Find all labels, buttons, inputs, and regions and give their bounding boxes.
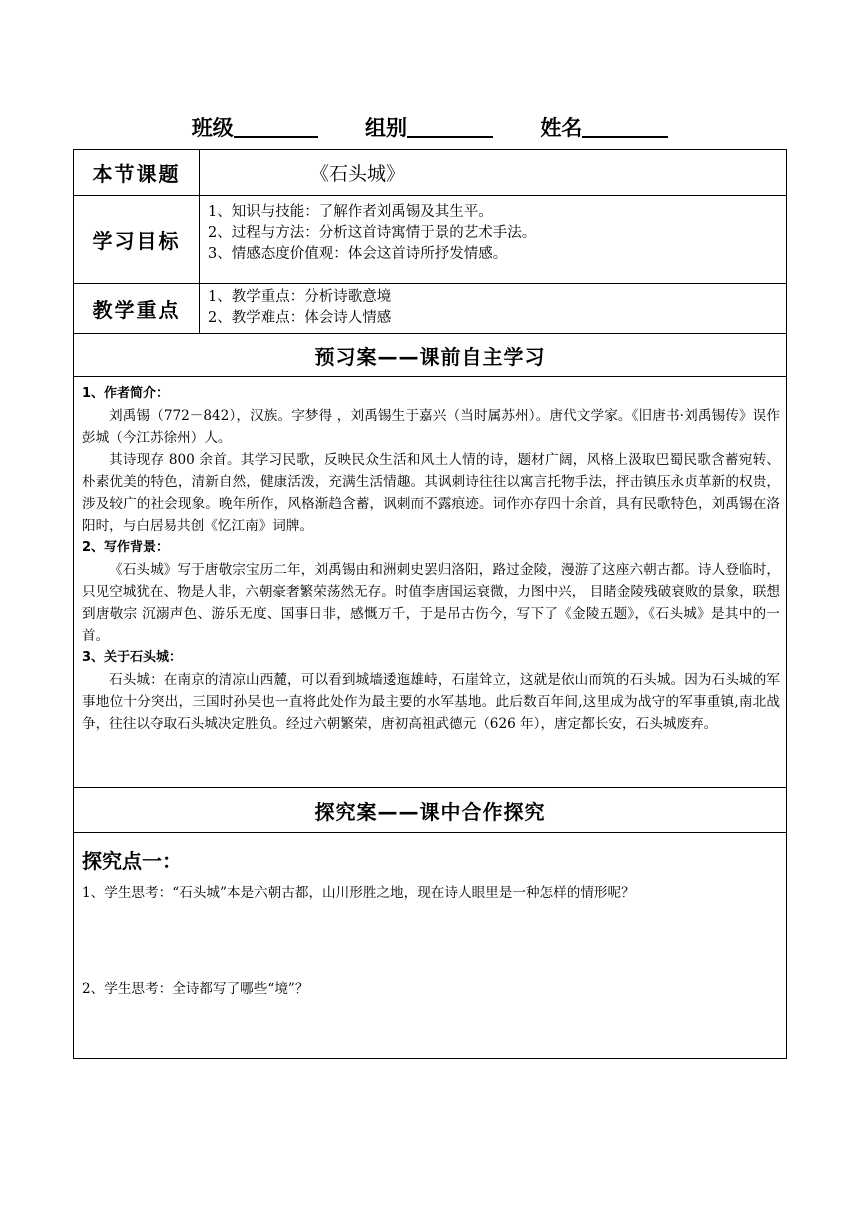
- explore-title: 探究案——课中合作探究: [74, 788, 787, 833]
- name-blank-line[interactable]: [582, 116, 668, 138]
- name-field: [540, 112, 668, 142]
- key-points-list: [200, 284, 787, 334]
- key-point-item: 2、教学难点：体会诗人情感: [208, 310, 392, 326]
- objective-item: 2、过程与方法：分析这首诗寓情于景的艺术手法。: [208, 225, 537, 241]
- group-field: [365, 112, 493, 142]
- objective-item: 3、情感态度价值观：体会这首诗所抒发情感。: [208, 246, 508, 262]
- preview-title-row: [74, 334, 787, 377]
- objectives-row: [74, 196, 787, 284]
- lesson-table: [73, 149, 787, 1059]
- explore-point-title: 探究点一：: [82, 849, 182, 873]
- preview-body: [74, 377, 787, 788]
- stone-city-paragraph: 石头城：在南京的清凉山西麓，可以看到城墙逶迤雄峙，石崖耸立，这就是依山而筑的石头城。因为石头城的军事地位十分突出，三国时孙吴也一直将此处作为最主要的水军基地。此后数百年间,这里成为战守的军事重镇,南北战争，往往以夺取石头城决定胜负。经过六朝繁荣，唐初高祖武德元（626 年），唐定都长安，石头城废弃。: [82, 672, 780, 732]
- class-blank-line[interactable]: [234, 116, 318, 138]
- class-label: 班级: [191, 116, 234, 140]
- preview-title: 预习案——课前自主学习: [74, 334, 787, 377]
- author-paragraph: 其诗现存 800 余首。其学习民歌，反映民众生活和风土人情的诗，题材广阔，风格上汲取巴蜀民歌含蓄宛转、朴素优美的特色，清新自然，健康活泼，充满生活情趣。其讽刺诗往往以寓言托物手法，抨击镇压永贞革新的权贵，涉及较广的社会现象。晚年所作，风格渐趋含蓄，讽刺而不露痕迹。词作亦存四十余首，具有民歌特色，刘禹锡在洛阳时，与白居易共创《忆江南》词牌。: [82, 452, 780, 534]
- worksheet-header: [0, 112, 860, 142]
- stone-city-heading: 3、关于石头城：: [82, 650, 183, 665]
- author-paragraph: 刘禹锡（772－842），汉族。字梦得 ，刘禹锡生于嘉兴（当时属苏州）。唐代文学家。《旧唐书·刘禹锡传》误作彭城（今江苏徐州）人。: [82, 408, 780, 446]
- key-point-item: 1、教学重点：分析诗歌意境: [208, 289, 392, 305]
- key-points-label: 教学重点: [74, 284, 200, 334]
- topic-row: [74, 150, 787, 196]
- class-field: [192, 112, 318, 142]
- background-paragraph: 《石头城》写于唐敬宗宝历二年，刘禹锡由和洲刺史罢归洛阳，路过金陵，漫游了这座六朝古都。诗人登临时，只见空城犹在、物是人非，六朝豪奢繁荣荡然无存。时值李唐国运衰微，力图中兴， 目睹金陵残破衰败的景象，联想到唐敬宗 沉溺声色、游乐无度、国事日非，感慨万千，于是吊古伤今，写下了《金陵五题》，《石头城》是其中的一首。: [82, 562, 780, 644]
- background-heading: 2、写作背景：: [82, 540, 170, 555]
- preview-body-row: [74, 377, 787, 788]
- explore-body: [74, 833, 787, 1059]
- topic-label: 本节课题: [74, 150, 200, 196]
- objective-item: 1、知识与技能：了解作者刘禹锡及其生平。: [208, 204, 493, 220]
- name-label: 姓名: [540, 116, 583, 140]
- topic-value: 《石头城》: [200, 150, 787, 196]
- objectives-label: 学习目标: [74, 196, 200, 284]
- group-label: 组别: [365, 116, 407, 140]
- key-points-row: [74, 284, 787, 334]
- group-blank-line[interactable]: [407, 116, 493, 138]
- explore-body-row: [74, 833, 787, 1059]
- explore-question: 1、学生思考：“石头城”本是六朝古都，山川形胜之地，现在诗人眼里是一种怎样的情形呢？: [82, 885, 635, 901]
- author-heading: 1、作者简介：: [82, 386, 170, 401]
- explore-title-row: [74, 788, 787, 833]
- objectives-list: [200, 196, 787, 284]
- explore-question: 2、学生思考：全诗都写了哪些“境”？: [82, 981, 309, 997]
